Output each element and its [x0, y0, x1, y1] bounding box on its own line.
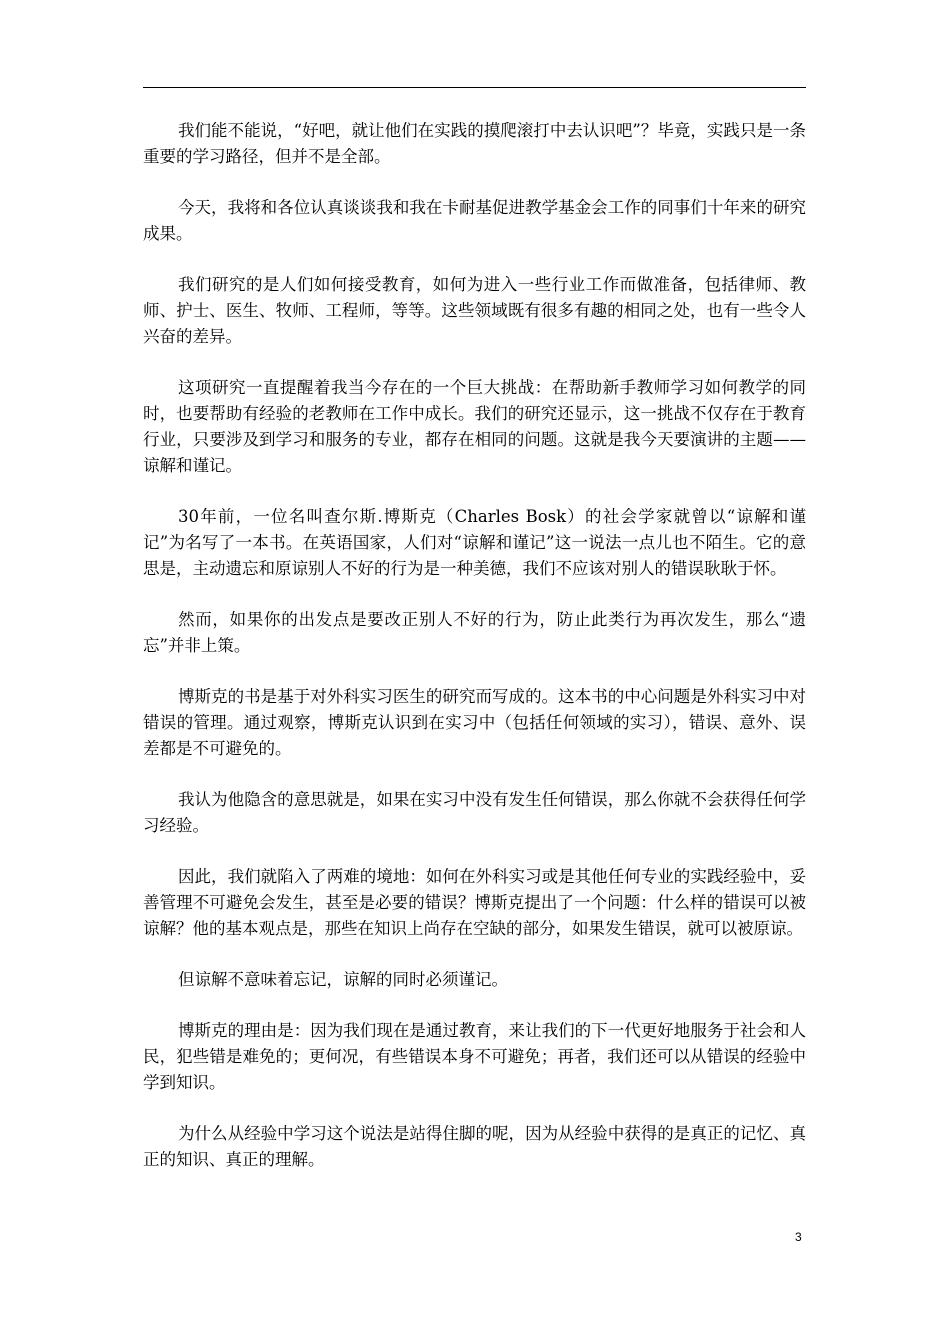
paragraph-3: 我们研究的是人们如何接受教育，如何为进入一些行业工作而做准备，包括律师、教师、护士、医生、牧师、工程师，等等。这些领域既有很多有趣的相同之处，也有一些令人兴奋的差异。 [143, 275, 806, 346]
paragraph-7: 博斯克的书是基于对外科实习医生的研究而写成的。这本书的中心问题是外科实习中对错误的管理。通过观察，博斯克认识到在实习中（包括任何领域的实习），错误、意外、误差都是不可避免的。 [143, 687, 806, 758]
paragraph-10: 但谅解不意味着忘记，谅解的同时必须谨记。 [178, 970, 508, 989]
paragraph-5: 30年前，一位名叫查尔斯.博斯克（Charles Bosk）的社会学家就曾以“谅解和谨记”为名写了一本书。在英语国家，人们对“谅解和谨记”这一说法一点儿也不陌生。它的意思是，主动遗忘和原谅别人不好的行为是一种美德，我们不应该对别人的错误耿耿于怀。 [143, 507, 806, 578]
paragraph-2: 今天，我将和各位认真谈谈我和我在卡耐基促进教学基金会工作的同事们十年来的研究成果。 [143, 198, 806, 243]
paragraph-4: 这项研究一直提醒着我当今存在的一个巨大挑战：在帮助新手教师学习如何教学的同时，也要帮助有经验的老教师在工作中成长。我们的研究还显示，这一挑战不仅存在于教育行业，只要涉及到学习和服务的专业，都存在相同的问题。这就是我今天要演讲的主题——谅解和谨记。 [143, 378, 806, 475]
page-number: 3 [795, 1230, 802, 1244]
document-body [143, 118, 806, 1198]
paragraph-6: 然而，如果你的出发点是要改正别人不好的行为，防止此类行为再次发生，那么“遗忘”并非上策。 [143, 610, 806, 655]
paragraph-1: 我们能不能说，“好吧，就让他们在实践的摸爬滚打中去认识吧”？毕竟，实践只是一条重要的学习路径，但并不是全部。 [143, 121, 806, 166]
header-rule [143, 87, 806, 88]
paragraph-8: 我认为他隐含的意思就是，如果在实习中没有发生任何错误，那么你就不会获得任何学习经验。 [143, 790, 806, 835]
paragraph-12: 为什么从经验中学习这个说法是站得住脚的呢，因为从经验中获得的是真正的记忆、真正的知识、真正的理解。 [143, 1124, 806, 1169]
paragraph-9: 因此，我们就陷入了两难的境地：如何在外科实习或是其他任何专业的实践经验中，妥善管理不可避免会发生，甚至是必要的错误？博斯克提出了一个问题：什么样的错误可以被谅解？他的基本观点是，那些在知识上尚存在空缺的部分，如果发生错误，就可以被原谅。 [143, 867, 806, 938]
paragraph-11: 博斯克的理由是：因为我们现在是通过教育，来让我们的下一代更好地服务于社会和人民，犯些错是难免的；更何况，有些错误本身不可避免；再者，我们还可以从错误的经验中学到知识。 [143, 1021, 806, 1092]
